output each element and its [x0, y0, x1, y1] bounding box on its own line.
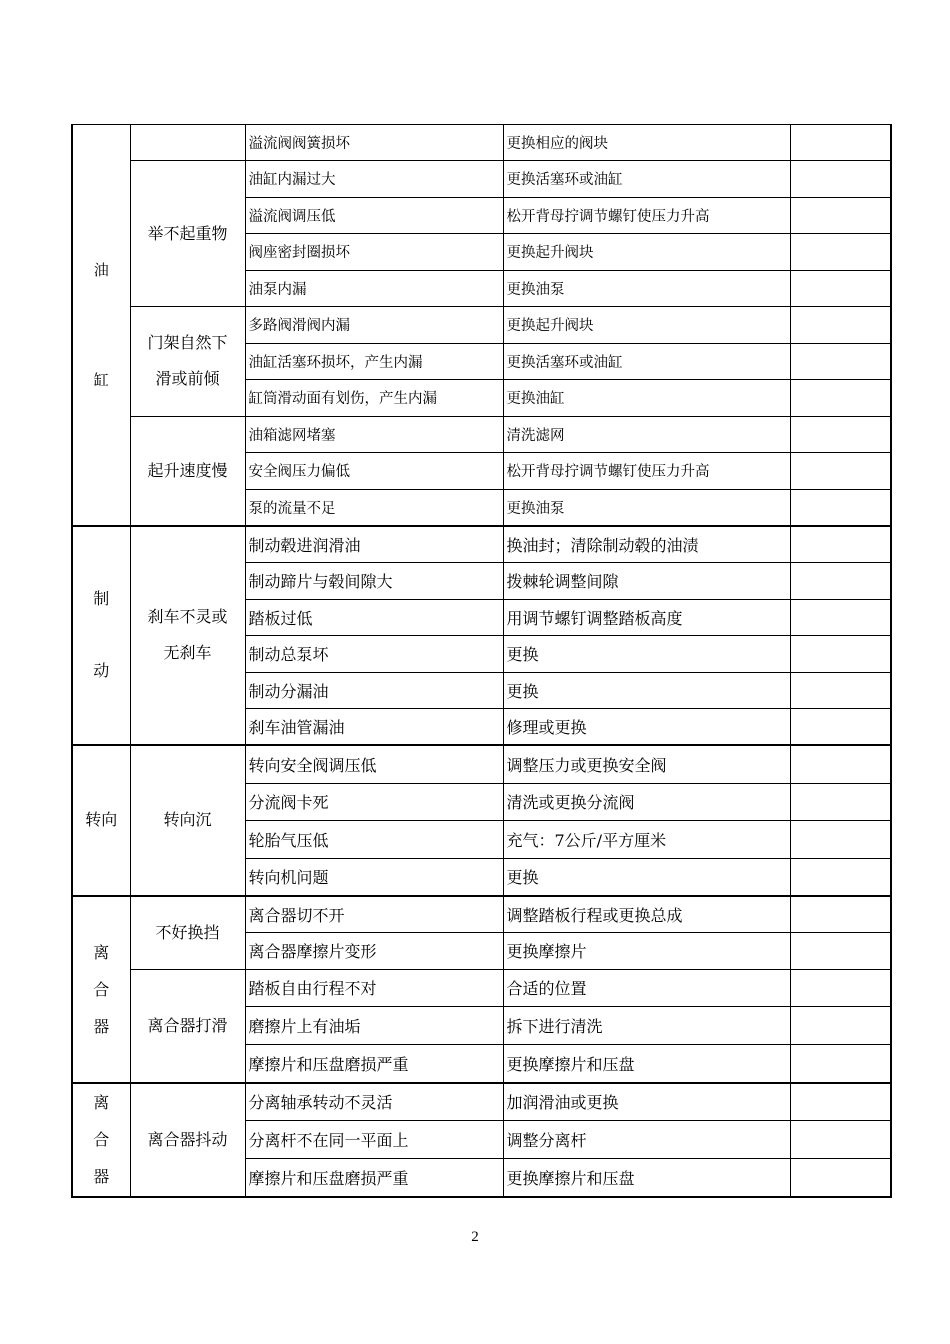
- section-clutch-2: [72, 1083, 891, 1197]
- note-cell: [790, 599, 891, 636]
- symptom-cell: [130, 526, 245, 746]
- note-cell: [790, 526, 891, 563]
- note-cell: [790, 489, 891, 526]
- cause-cell: 摩擦片和压盘磨损严重: [245, 1045, 503, 1083]
- symptom-label: 刹车不灵或无刹车: [147, 607, 228, 663]
- note-cell: [790, 563, 891, 600]
- table-row: [72, 416, 891, 453]
- cause-cell: 油缸内漏过大: [245, 161, 503, 198]
- remedy-cell: 调整分离杆: [503, 1121, 790, 1159]
- category-cell: 转向: [72, 745, 130, 896]
- remedy-cell: 调整踏板行程或更换总成: [503, 896, 790, 933]
- note-cell: [790, 783, 891, 821]
- remedy-cell: 更换摩擦片和压盘: [503, 1045, 790, 1083]
- remedy-cell: 更换相应的阀块: [503, 125, 790, 161]
- note-cell: [790, 1121, 891, 1159]
- remedy-cell: 更换油泵: [503, 270, 790, 307]
- cause-cell: 离合器摩擦片变形: [245, 933, 503, 970]
- cause-cell: 溢流阀调压低: [245, 197, 503, 234]
- note-cell: [790, 969, 891, 1007]
- cause-cell: 油泵内漏: [245, 270, 503, 307]
- note-cell: [790, 125, 891, 161]
- table-row: [72, 307, 891, 344]
- cause-cell: 踏板自由行程不对: [245, 969, 503, 1007]
- remedy-cell: 调整压力或更换安全阀: [503, 745, 790, 783]
- note-cell: [790, 1083, 891, 1121]
- cause-cell: 磨擦片上有油垢: [245, 1007, 503, 1045]
- note-cell: [790, 896, 891, 933]
- cause-cell: 离合器切不开: [245, 896, 503, 933]
- note-cell: [790, 343, 891, 380]
- note-cell: [790, 858, 891, 896]
- category-cell: [72, 896, 130, 1083]
- page-number: 2: [471, 1229, 479, 1245]
- note-cell: [790, 745, 891, 783]
- remedy-cell: 更换油缸: [503, 380, 790, 417]
- symptom-label: 门架自然下滑或前倾: [147, 333, 228, 389]
- remedy-cell: 更换起升阀块: [503, 234, 790, 271]
- note-cell: [790, 453, 891, 490]
- category-label: 油缸: [93, 260, 109, 389]
- category-cell: [72, 526, 130, 746]
- cause-cell: 转向机问题: [245, 858, 503, 896]
- troubleshooting-table: [71, 124, 892, 1198]
- table-row: [72, 969, 891, 1007]
- remedy-cell: 合适的位置: [503, 969, 790, 1007]
- cause-cell: 泵的流量不足: [245, 489, 503, 526]
- remedy-cell: 更换起升阀块: [503, 307, 790, 344]
- cause-cell: 制动总泵坏: [245, 636, 503, 673]
- note-cell: [790, 1159, 891, 1197]
- symptom-cell: 举不起重物: [130, 161, 245, 307]
- remedy-cell: 更换活塞环或油缸: [503, 161, 790, 198]
- remedy-cell: 更换: [503, 858, 790, 896]
- note-cell: [790, 933, 891, 970]
- symptom-cell: 离合器打滑: [130, 969, 245, 1083]
- remedy-cell: 更换活塞环或油缸: [503, 343, 790, 380]
- cause-cell: 踏板过低: [245, 599, 503, 636]
- symptom-cell: 不好换挡: [130, 896, 245, 970]
- remedy-cell: 松开背母拧调节螺钉使压力升高: [503, 197, 790, 234]
- category-cell: [72, 125, 130, 526]
- remedy-cell: 拨棘轮调整间隙: [503, 563, 790, 600]
- remedy-cell: 用调节螺钉调整踏板高度: [503, 599, 790, 636]
- note-cell: [790, 161, 891, 198]
- cause-cell: 油箱滤网堵塞: [245, 416, 503, 453]
- cause-cell: 多路阀滑阀内漏: [245, 307, 503, 344]
- remedy-cell: 更换: [503, 672, 790, 709]
- cause-cell: 安全阀压力偏低: [245, 453, 503, 490]
- note-cell: [790, 197, 891, 234]
- remedy-cell: 充气：7公斤/平方厘米: [503, 821, 790, 859]
- remedy-cell: 更换摩擦片和压盘: [503, 1159, 790, 1197]
- note-cell: [790, 234, 891, 271]
- note-cell: [790, 709, 891, 746]
- table-row: [72, 161, 891, 198]
- remedy-cell: 清洗滤网: [503, 416, 790, 453]
- note-cell: [790, 1045, 891, 1083]
- cause-cell: 制动蹄片与毂间隙大: [245, 563, 503, 600]
- note-cell: [790, 307, 891, 344]
- remedy-cell: 拆下进行清洗: [503, 1007, 790, 1045]
- symptom-cell: 起升速度慢: [130, 416, 245, 526]
- category-label: 离合器: [93, 942, 110, 1036]
- cause-cell: 转向安全阀调压低: [245, 745, 503, 783]
- remedy-cell: 修理或更换: [503, 709, 790, 746]
- note-cell: [790, 1007, 891, 1045]
- section-clutch-1: [72, 896, 891, 1083]
- remedy-cell: 更换油泵: [503, 489, 790, 526]
- symptom-cell: 转向沉: [130, 745, 245, 896]
- cause-cell: 分离杆不在同一平面上: [245, 1121, 503, 1159]
- note-cell: [790, 636, 891, 673]
- category-label: 离合器: [93, 1093, 110, 1186]
- symptom-cell: 离合器抖动: [130, 1083, 245, 1197]
- table-row: [72, 745, 891, 783]
- remedy-cell: 加润滑油或更换: [503, 1083, 790, 1121]
- note-cell: [790, 672, 891, 709]
- remedy-cell: 换油封；清除制动毂的油渍: [503, 526, 790, 563]
- note-cell: [790, 380, 891, 417]
- remedy-cell: 清洗或更换分流阀: [503, 783, 790, 821]
- cause-cell: 分离轴承转动不灵活: [245, 1083, 503, 1121]
- cause-cell: 刹车油管漏油: [245, 709, 503, 746]
- note-cell: [790, 270, 891, 307]
- table-row: [72, 1083, 891, 1121]
- remedy-cell: 更换摩擦片: [503, 933, 790, 970]
- category-label: 制动: [93, 589, 110, 681]
- section-oil-cylinder: [72, 125, 891, 526]
- table-row: [72, 896, 891, 933]
- cause-cell: 阀座密封圈损坏: [245, 234, 503, 271]
- cause-cell: 溢流阀阀簧损坏: [245, 125, 503, 161]
- table-row: [72, 526, 891, 563]
- cause-cell: 油缸活塞环损坏，产生内漏: [245, 343, 503, 380]
- table-row: [72, 125, 891, 161]
- symptom-cell: [130, 125, 245, 161]
- category-cell: [72, 1083, 130, 1197]
- cause-cell: 缸筒滑动面有划伤，产生内漏: [245, 380, 503, 417]
- symptom-cell: [130, 307, 245, 417]
- cause-cell: 摩擦片和压盘磨损严重: [245, 1159, 503, 1197]
- cause-cell: 分流阀卡死: [245, 783, 503, 821]
- note-cell: [790, 821, 891, 859]
- remedy-cell: 更换: [503, 636, 790, 673]
- remedy-cell: 松开背母拧调节螺钉使压力升高: [503, 453, 790, 490]
- note-cell: [790, 416, 891, 453]
- cause-cell: 轮胎气压低: [245, 821, 503, 859]
- cause-cell: 制动毂进润滑油: [245, 526, 503, 563]
- section-steering: [72, 745, 891, 896]
- cause-cell: 制动分漏油: [245, 672, 503, 709]
- section-brake: [72, 526, 891, 746]
